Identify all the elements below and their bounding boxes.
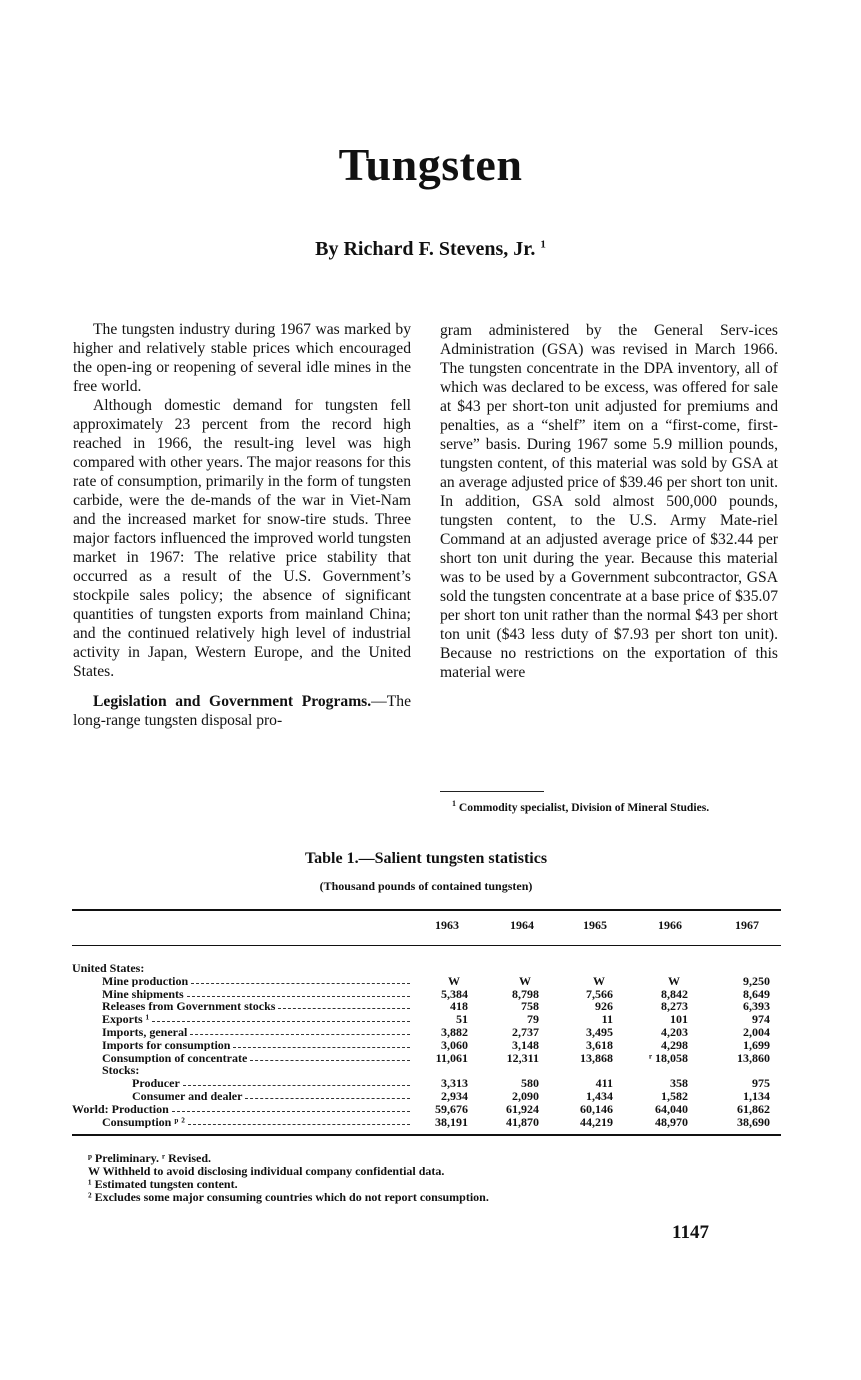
table-cell: 79: [527, 1012, 539, 1027]
table-cell: 61,862: [737, 1101, 770, 1116]
paragraph-gsa: gram administered by the General Serv-ices Administration (GSA) was revised in March 1966. The tungsten concentrate in the DPA inventory, all of which was declared to be excess, was offered for sale at $43 per short-ton unit adjusted for premiums and penalties, as a “shelf” item on a “first-come, first-serve” basis. During 1967 some 5.9 million pounds, tungsten content, of this material was sold by GSA at an average adjusted price of $39.46 per short ton unit. In addition, GSA sold almost 500,000 pounds, tungsten content, to the U.S. Army Mate-riel Command at an adjusted average price of $32.44 per short ton unit during the year. Because this material was to be used by a Government subcontractor, GSA sold the tungsten concentrate at a base price of $35.07 per short ton unit rather than the normal $43 per short ton unit ($43 less duty of $7.93 per short ton unit). Because no restrictions on the exportation of this material were: [440, 322, 778, 681]
paragraph-demand: Although domestic demand for tungsten fell approximately 23 percent from the record high reached in 1966, the result-ing level was high compared with other years. The major reasons for this rate of consumption, primarily in the form of tungsten carbide, were the de-mands of the war in Viet-Nam and the increased market for snow-tire studs. Three major factors influenced the improved world tungsten market in 1967: The relative price stability that occurred as a result of the U.S. Government’s stockpile sales policy; the absence of significant quantities of tungsten exports from mainland China; and the continued relatively high level of industrial activity in Japan, Western Europe, and the United States.: [73, 397, 411, 680]
footnote: [440, 797, 780, 815]
table-cell: 3,148: [512, 1037, 539, 1052]
table-cell: 3,060: [441, 1037, 468, 1052]
paragraph-legislation: [73, 692, 411, 730]
dot-leader: [278, 1008, 410, 1009]
section-text: —The long-range tungsten disposal pro-: [73, 693, 411, 729]
dot-leader: [233, 1047, 410, 1048]
table-cell: 51: [456, 1012, 468, 1027]
row-label: Mine shipments: [102, 987, 184, 1001]
table-cell: 61,924: [506, 1101, 539, 1116]
table-cell: 975: [752, 1076, 770, 1091]
year-header: 1967: [735, 918, 759, 932]
table-cell: 6,393: [743, 999, 770, 1014]
table-cell: 64,040: [655, 1101, 688, 1116]
table-cell: 101: [670, 1012, 688, 1027]
dot-leader: [191, 983, 410, 984]
left-column: [73, 320, 411, 730]
dot-leader: [183, 1085, 410, 1086]
table-cell: W: [668, 973, 680, 988]
table-cell: 1,582: [661, 1089, 688, 1103]
table-cell: 1,699: [743, 1037, 770, 1052]
table-cell: W: [519, 973, 531, 988]
table-cell: 11: [601, 1012, 613, 1027]
table-row: [72, 975, 781, 988]
table-cell: 8,649: [743, 986, 770, 1001]
table-cell: 418: [450, 999, 468, 1014]
year-header: 1966: [658, 918, 682, 932]
table-bottom-rule: [72, 1134, 781, 1136]
author-footnote-mark: 1: [540, 238, 546, 251]
row-label: United States:: [72, 962, 145, 975]
table-cell: W: [593, 973, 605, 988]
table-cell: 358: [670, 1076, 688, 1091]
table-cell: 5,384: [441, 986, 468, 1001]
dot-leader: [152, 1021, 410, 1022]
row-label: Stocks:: [102, 1064, 140, 1077]
table-subtitle: (Thousand pounds of contained tungsten): [319, 879, 533, 893]
table-cell: 8,273: [661, 999, 688, 1014]
table-note: ᵖ Preliminary. ʳ Revised.: [88, 1151, 212, 1165]
year-header: 1963: [435, 918, 459, 932]
table-cell: 13,868: [580, 1050, 613, 1065]
table-cell: 38,191: [435, 1114, 468, 1129]
row-label: Releases from Government stocks: [102, 1000, 276, 1013]
row-label: World: Production: [72, 1102, 169, 1116]
table-row: [72, 1064, 781, 1077]
dot-leader: [188, 1124, 410, 1125]
table-cell: 4,203: [661, 1025, 688, 1039]
row-label: Imports for consumption: [102, 1038, 231, 1052]
table-cell: ʳ 18,058: [648, 1050, 688, 1065]
table-cell: 38,690: [737, 1114, 770, 1129]
table-cell: 580: [521, 1076, 539, 1091]
table-row: [72, 1013, 781, 1026]
row-label: Mine production: [102, 974, 189, 988]
table-row: [72, 988, 781, 1001]
page-title: Tungsten: [338, 139, 523, 190]
table-cell: 2,004: [743, 1025, 770, 1039]
table-top-rule: [72, 909, 781, 911]
table-cell: 411: [595, 1076, 613, 1091]
table-cell: 2,934: [441, 1089, 468, 1103]
table-cell: 3,495: [586, 1025, 613, 1039]
table-cell: 8,842: [661, 986, 688, 1001]
table-cell: 48,970: [655, 1114, 688, 1129]
table-cell: W: [448, 973, 460, 988]
section-heading: Legislation and Government Programs.: [93, 693, 372, 710]
footnote-divider: [440, 791, 544, 792]
table-cell: 2,090: [512, 1089, 539, 1103]
table-row: [72, 1039, 781, 1052]
table-cell: 3,618: [586, 1037, 613, 1052]
dot-leader: [245, 1098, 410, 1099]
table-cell: 926: [595, 999, 613, 1014]
table-cell: 9,250: [743, 973, 770, 988]
dot-leader: [250, 1060, 410, 1061]
author-name: By Richard F. Stevens, Jr.: [315, 238, 536, 260]
table-cell: 11,061: [435, 1050, 468, 1065]
table-row: [72, 1077, 781, 1090]
table-cell: 44,219: [580, 1114, 613, 1129]
table-cell: 4,298: [661, 1037, 688, 1052]
dot-leader: [190, 1034, 410, 1035]
row-label: Consumption of concentrate: [102, 1051, 248, 1065]
table-note: W Withheld to avoid disclosing individual company confidential data.: [88, 1164, 445, 1178]
dot-leader: [172, 1111, 410, 1112]
dot-leader: [187, 996, 410, 997]
table-cell: 1,134: [743, 1089, 770, 1103]
row-label: Imports, general: [102, 1026, 188, 1039]
table-row: [72, 1026, 781, 1039]
author-byline: [0, 238, 861, 261]
row-label: Consumption ᵖ ²: [102, 1115, 185, 1129]
right-column: [440, 321, 778, 682]
page-number: 1147: [672, 1222, 709, 1243]
table-row: [72, 1103, 781, 1116]
table-cell: 3,313: [441, 1076, 468, 1091]
table-cell: 12,311: [506, 1050, 539, 1065]
table-cell: 41,870: [506, 1114, 539, 1129]
table-title: Table 1.—Salient tungsten statistics: [304, 850, 548, 867]
year-header: 1965: [583, 918, 607, 932]
table-row: [72, 1116, 781, 1129]
year-header: 1964: [510, 918, 534, 932]
table-cell: 2,737: [512, 1025, 539, 1039]
row-label: Exports ¹: [102, 1013, 150, 1026]
table-note: ² Excludes some major consuming countries which do not report consumption.: [88, 1190, 489, 1204]
table-cell: 974: [752, 1012, 770, 1027]
table-cell: 59,676: [435, 1101, 468, 1116]
table-cell: 1,434: [586, 1089, 613, 1103]
paragraph-intro: The tungsten industry during 1967 was marked by higher and relatively stable prices which encouraged the open-ing or reopening of several idle mines in the free world.: [73, 321, 411, 395]
table-cell: 3,882: [441, 1025, 468, 1039]
table-row: [72, 1000, 781, 1013]
footnote-text: Commodity specialist, Division of Mineral Studies.: [458, 800, 710, 814]
row-label: Producer: [132, 1077, 180, 1090]
table-row: [72, 1090, 781, 1103]
table-notes: [88, 1152, 768, 1204]
table-cell: 8,798: [512, 986, 539, 1001]
table-row: [72, 1052, 781, 1065]
row-label: Consumer and dealer: [132, 1090, 243, 1103]
table-cell: 13,860: [737, 1050, 770, 1065]
table-cell: 758: [521, 999, 539, 1014]
table-cell: 60,146: [580, 1101, 613, 1116]
table-header-rule: [72, 945, 781, 946]
table-row: [72, 962, 781, 975]
footnote-mark: 1: [452, 799, 456, 808]
table-note: ¹ Estimated tungsten content.: [88, 1177, 238, 1191]
table-cell: 7,566: [586, 986, 613, 1001]
